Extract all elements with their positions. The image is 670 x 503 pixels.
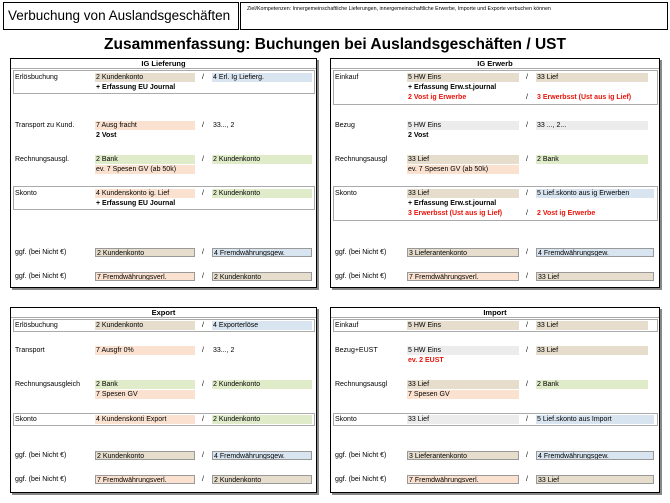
debit-einkauf: 5 HW Eins (407, 321, 519, 330)
extra-transport: 2 Vost (96, 132, 117, 139)
slash-sep: / (526, 452, 528, 459)
slash-sep: / (526, 74, 528, 81)
credit-einkauf: 33 Lief (536, 73, 648, 82)
slash-sep: / (202, 322, 204, 329)
panel-title: IG Erwerb (331, 59, 659, 69)
red-debit-einkauf: 2 Vost ig Erwerbe (408, 94, 467, 101)
debit-rechnung: 2 Bank (95, 155, 195, 164)
debit-fw2: 7 Fremdwährungsverl. (95, 272, 195, 281)
slash-sep: / (526, 273, 528, 280)
debit-skonto: 33 Lief (407, 189, 519, 198)
slash-sep: / (202, 273, 204, 280)
debit-fw1: 2 Kundenkonto (95, 451, 195, 460)
slash-sep: / (526, 190, 528, 197)
credit-transport: 33..., 2 (213, 122, 235, 129)
slash-sep: / (202, 476, 204, 483)
debit-erloes: 2 Kundenkonto (95, 321, 195, 330)
debit-bezug: 5 HW Eins (407, 346, 519, 355)
credit-fw1: 4 Fremdwährungsgew. (212, 451, 312, 460)
row-label-rechnung: Rechnungsausgl (335, 156, 388, 163)
panel-ig-lieferung (10, 58, 317, 288)
debit-transport: 7 Ausg fracht (95, 121, 195, 130)
row-label-transport: Transport zu Kund. (15, 122, 75, 129)
credit-fw2: 2 Kundenkonto (212, 475, 312, 484)
credit-skonto: 2 Kundenkonto (212, 415, 312, 424)
slash-sep: / (202, 190, 204, 197)
panel-title: Export (11, 308, 316, 318)
slash-sep: / (526, 416, 528, 423)
credit-bezug: 33 Lief (536, 346, 648, 355)
slash-sep: / (202, 347, 204, 354)
slash-sep: / (526, 347, 528, 354)
row-label-fw1: ggf. (bei Nicht €) (15, 452, 67, 459)
red-extra-bezug: ev. 2 EUST (408, 357, 444, 364)
slash-sep: / (526, 249, 528, 256)
red-credit-skonto: 2 Vost ig Erwerbe (537, 210, 596, 217)
credit-skonto: 2 Kundenkonto (212, 189, 312, 198)
credit-rechnung: 2 Kundenkonto (212, 155, 312, 164)
debit-skonto: 4 Kundenskonto ig. Lief (95, 189, 195, 198)
credit-erloes: 4 Erl. Ig Liefierg. (212, 73, 312, 82)
credit-rechnung: 2 Kundenkonto (212, 380, 312, 389)
row-label-fw2: ggf. (bei Nicht €) (15, 273, 67, 280)
debit-fw2: 7 Fremdwährungsverl. (407, 272, 519, 281)
panel-import (330, 307, 660, 493)
credit-erloes: 4 Exporterlöse (212, 321, 312, 330)
row-label-erloes: Erlösbuchung (15, 74, 58, 81)
extra-erloes: + Erfassung EU Journal (96, 84, 176, 91)
extra-bezug: 2 Vost (408, 132, 429, 139)
extra-skonto: + Erfassung EU Journal (96, 200, 176, 207)
debit-rechnung: 33 Lief (407, 380, 519, 389)
slash-sep: / (202, 416, 204, 423)
debit-erloes: 2 Kundenkonto (95, 73, 195, 82)
row-label-fw2: ggf. (bei Nicht €) (335, 273, 387, 280)
row-label-skonto: Skonto (335, 416, 357, 423)
row-label-fw1: ggf. (bei Nicht €) (15, 249, 67, 256)
row-label-erloes: Erlösbuchung (15, 322, 58, 329)
slash-sep: / (202, 452, 204, 459)
credit-skonto: 5 Lief.skonto aus Import (536, 415, 654, 424)
extra-rechnung: 7 Spesen GV (95, 390, 195, 399)
slash-sep: / (526, 381, 528, 388)
red-credit-einkauf: 3 Erwerbsst (Ust aus ig Lief) (537, 94, 632, 101)
slash-sep: / (526, 322, 528, 329)
debit-fw1: 3 Lieferantenkonto (407, 248, 519, 257)
panel-ig-erwerb (330, 58, 660, 288)
slash-sep: / (202, 156, 204, 163)
row-label-fw1: ggf. (bei Nicht €) (335, 452, 387, 459)
page-title: Verbuchung von Auslandsgeschäften (3, 2, 239, 30)
extra-einkauf: + Erfassung Erw.st.journal (408, 84, 497, 91)
goals-box: Ziel/Kompetenzen: Innergemeinschaftliche Lieferungen, innergemeinschaftliche Erwerbe, Importe und Exporte verbuchen können (240, 2, 668, 30)
credit-bezug: 33 ..., 2... (536, 121, 648, 130)
debit-skonto: 4 Kundenskonti Export (95, 415, 195, 424)
row-label-fw2: ggf. (bei Nicht €) (335, 476, 387, 483)
debit-fw1: 2 Kundenkonto (95, 248, 195, 257)
credit-rechnung: 2 Bank (536, 380, 648, 389)
credit-fw2: 2 Kundenkonto (212, 272, 312, 281)
credit-fw1: 4 Fremdwährungsgew. (536, 248, 654, 257)
row-label-skonto: Skonto (335, 190, 357, 197)
credit-fw2: 33 Lief (536, 272, 654, 281)
credit-fw1: 4 Fremdwährungsgew. (536, 451, 654, 460)
debit-fw1: 3 Lieferantenkonto (407, 451, 519, 460)
credit-rechnung: 2 Bank (536, 155, 648, 164)
row-label-fw2: ggf. (bei Nicht €) (15, 476, 67, 483)
slash-sep: / (202, 381, 204, 388)
summary-heading: Zusammenfassung: Buchungen bei Auslandsgeschäften / UST (104, 36, 566, 53)
row-label-einkauf: Einkauf (335, 322, 359, 329)
credit-skonto: 5 Lief.skonto aus ig Erwerben (536, 189, 654, 198)
row-label-rechnung: Rechnungsausgleich (15, 381, 80, 388)
panel-title: IG Lieferung (11, 59, 316, 69)
extra-rechnung: ev. 7 Spesen GV (ab 50k) (407, 165, 519, 174)
debit-rechnung: 33 Lief (407, 155, 519, 164)
extra-skonto: + Erfassung Erw.st.journal (408, 200, 497, 207)
slash-sep: / (526, 122, 528, 129)
debit-bezug: 5 HW Eins (407, 121, 519, 130)
extra-rechnung: 7 Spesen GV (407, 390, 519, 399)
debit-rechnung: 2 Bank (95, 380, 195, 389)
slash-sep: / (526, 210, 528, 217)
credit-einkauf: 33 Lief (536, 321, 648, 330)
row-label-einkauf: Einkauf (335, 74, 359, 81)
row-label-skonto: Skonto (15, 190, 37, 197)
slash-sep: / (526, 156, 528, 163)
credit-fw2: 33 Lief (536, 475, 654, 484)
slash-sep: / (202, 249, 204, 256)
credit-fw1: 4 Fremdwährungsgew. (212, 248, 312, 257)
row-label-bezug: Bezug (335, 122, 355, 129)
panel-title: Import (331, 308, 659, 318)
slash-sep: / (202, 122, 204, 129)
row-label-skonto: Skonto (15, 416, 37, 423)
credit-transport: 33..., 2 (213, 347, 235, 354)
debit-fw2: 7 Fremdwährungsverl. (95, 475, 195, 484)
row-label-rechnung: Rechnungsausgl (335, 381, 388, 388)
slash-sep: / (526, 94, 528, 101)
row-label-fw1: ggf. (bei Nicht €) (335, 249, 387, 256)
debit-transport: 7 Ausgfr 0% (95, 346, 195, 355)
row-label-rechnung: Rechnungsausgl. (15, 156, 70, 163)
debit-skonto: 33 Lief (407, 415, 519, 424)
slash-sep: / (526, 476, 528, 483)
debit-einkauf: 5 HW Eins (407, 73, 519, 82)
row-label-transport: Transport (15, 347, 45, 354)
extra-rechnung: ev. 7 Spesen GV (ab 50k) (95, 165, 195, 174)
row-label-bezug: Bezug+EUST (335, 347, 378, 354)
debit-fw2: 7 Fremdwährungsverl. (407, 475, 519, 484)
panel-export (10, 307, 317, 493)
slash-sep: / (202, 74, 204, 81)
red-debit-skonto: 3 Erwerbsst (Ust aus ig Lief) (408, 210, 503, 217)
